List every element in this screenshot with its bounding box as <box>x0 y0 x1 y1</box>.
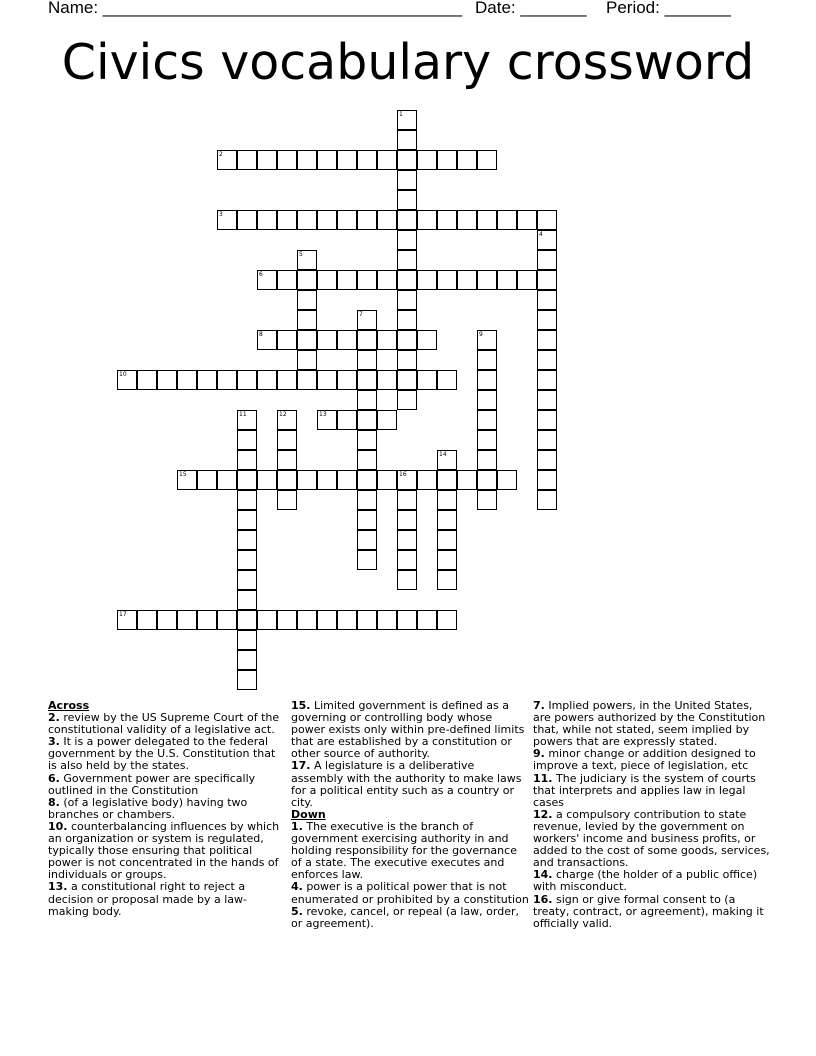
clue-number: 3 <box>219 211 223 218</box>
crossword-cell[interactable] <box>357 510 377 530</box>
crossword-cell[interactable] <box>357 310 377 330</box>
crossword-cell[interactable] <box>497 270 517 290</box>
crossword-cell[interactable] <box>237 210 257 230</box>
crossword-cell[interactable] <box>357 450 377 470</box>
crossword-cell[interactable] <box>457 470 477 490</box>
clue-number: 11 <box>239 411 247 418</box>
crossword-cell[interactable] <box>337 470 357 490</box>
crossword-cell[interactable] <box>437 470 457 490</box>
crossword-cell[interactable] <box>357 530 377 550</box>
crossword-cell[interactable] <box>237 610 257 630</box>
crossword-cell[interactable] <box>237 630 257 650</box>
down-heading: Down <box>291 807 326 821</box>
crossword-cell[interactable] <box>337 270 357 290</box>
clue-number: 9 <box>479 331 483 338</box>
crossword-cell[interactable] <box>397 550 417 570</box>
crossword-cell[interactable] <box>417 210 437 230</box>
crossword-cell[interactable] <box>277 370 297 390</box>
crossword-cell[interactable] <box>417 150 437 170</box>
crossword-cell[interactable] <box>397 130 417 150</box>
clue-across-10: 10. counterbalancing influences by which an organization or system is regulated, typically those ensuring that political power is not concentrated in the hands of individuals or groups. <box>48 819 280 882</box>
crossword-cell[interactable] <box>477 330 497 350</box>
crossword-cell[interactable] <box>457 150 477 170</box>
crossword-cell[interactable] <box>537 390 557 410</box>
crossword-cell[interactable] <box>537 290 557 310</box>
crossword-cell[interactable] <box>397 190 417 210</box>
clue-down-9: 9. minor change or addition designed to improve a text, piece of legislation, etc <box>533 747 756 773</box>
clue-column-3 <box>533 700 771 930</box>
crossword-cell[interactable] <box>237 410 257 430</box>
clue-across-6: 6. Government power are specifically outlined in the Constitution <box>48 771 256 797</box>
crossword-cell[interactable] <box>477 150 497 170</box>
crossword-cell[interactable] <box>177 610 197 630</box>
crossword-cell[interactable] <box>437 270 457 290</box>
crossword-cell[interactable] <box>497 470 517 490</box>
crossword-cell[interactable] <box>437 610 457 630</box>
crossword-cell[interactable] <box>117 610 137 630</box>
crossword-cell[interactable] <box>437 510 457 530</box>
crossword-cell[interactable] <box>297 270 317 290</box>
crossword-cell[interactable] <box>297 310 317 330</box>
crossword-cell[interactable] <box>337 610 357 630</box>
crossword-cell[interactable] <box>157 610 177 630</box>
crossword-cell[interactable] <box>357 330 377 350</box>
crossword-cell[interactable] <box>397 150 417 170</box>
clue-down-14: 14. charge (the holder of a public office) with misconduct. <box>533 868 758 894</box>
crossword-cell[interactable] <box>217 210 237 230</box>
crossword-cell[interactable] <box>237 590 257 610</box>
crossword-cell[interactable] <box>357 270 377 290</box>
crossword-cell[interactable] <box>257 270 277 290</box>
crossword-cell[interactable] <box>537 210 557 230</box>
crossword-cell[interactable] <box>477 450 497 470</box>
clue-across-2: 2. review by the US Supreme Court of the constitutional validity of a legislative act. <box>48 711 280 737</box>
crossword-cell[interactable] <box>257 610 277 630</box>
crossword-cell[interactable] <box>277 430 297 450</box>
crossword-cell[interactable] <box>137 370 157 390</box>
clue-down-7: 7. Implied powers, in the United States, are powers authorized by the Constitution that, while not stated, seem implied by powers that are expressly stated. <box>533 699 766 749</box>
crossword-cell[interactable] <box>397 570 417 590</box>
crossword-cell[interactable] <box>477 410 497 430</box>
crossword-cell[interactable] <box>517 210 537 230</box>
crossword-cell[interactable] <box>277 490 297 510</box>
crossword-cell[interactable] <box>537 490 557 510</box>
crossword-cell[interactable] <box>357 370 377 390</box>
clue-down-4: 4. power is a political power that is not enumerated or prohibited by a constitution <box>291 880 529 906</box>
crossword-cell[interactable] <box>237 470 257 490</box>
crossword-cell[interactable] <box>397 270 417 290</box>
crossword-cell[interactable] <box>477 270 497 290</box>
clue-down-11: 11. The judiciary is the system of courts that interprets and applies law in legal cases <box>533 771 756 809</box>
crossword-cell[interactable] <box>437 530 457 550</box>
crossword-cell[interactable] <box>337 370 357 390</box>
crossword-cell[interactable] <box>237 650 257 670</box>
clue-number: 8 <box>259 331 263 338</box>
crossword-cell[interactable] <box>157 370 177 390</box>
crossword-cell[interactable] <box>397 230 417 250</box>
crossword-cell[interactable] <box>237 670 257 690</box>
period-field: Period: _______ <box>606 0 731 17</box>
crossword-cell[interactable] <box>437 550 457 570</box>
crossword-cell[interactable] <box>397 170 417 190</box>
clue-column-2 <box>291 700 529 930</box>
crossword-cell[interactable] <box>397 490 417 510</box>
crossword-cell[interactable] <box>537 430 557 450</box>
crossword-cell[interactable] <box>357 490 377 510</box>
crossword-cell[interactable] <box>237 370 257 390</box>
crossword-cell[interactable] <box>297 370 317 390</box>
name-field: Name: ______________________________________ <box>48 0 463 17</box>
crossword-cell[interactable] <box>377 370 397 390</box>
crossword-cell[interactable] <box>297 350 317 370</box>
crossword-cell[interactable] <box>477 370 497 390</box>
crossword-cell[interactable] <box>297 250 317 270</box>
crossword-cell[interactable] <box>437 370 457 390</box>
crossword-cell[interactable] <box>397 470 417 490</box>
crossword-cell[interactable] <box>437 210 457 230</box>
crossword-cell[interactable] <box>377 470 397 490</box>
crossword-cell[interactable] <box>317 210 337 230</box>
crossword-cell[interactable] <box>317 270 337 290</box>
crossword-cell[interactable] <box>417 610 437 630</box>
crossword-cell[interactable] <box>337 150 357 170</box>
crossword-cell[interactable] <box>277 610 297 630</box>
crossword-cell[interactable] <box>537 370 557 390</box>
crossword-cell[interactable] <box>237 510 257 530</box>
crossword-cell[interactable] <box>477 490 497 510</box>
crossword-cell[interactable] <box>397 210 417 230</box>
crossword-cell[interactable] <box>397 610 417 630</box>
clue-number: 2 <box>219 151 223 158</box>
clue-number: 6 <box>259 271 263 278</box>
crossword-cell[interactable] <box>317 370 337 390</box>
crossword-cell[interactable] <box>357 390 377 410</box>
crossword-cell[interactable] <box>537 270 557 290</box>
clue-down-16: 16. sign or give formal consent to (a treaty, contract, or agreement), making it officially valid. <box>533 892 764 930</box>
clue-number: 7 <box>359 311 363 318</box>
crossword-cell[interactable] <box>337 210 357 230</box>
crossword-cell[interactable] <box>297 470 317 490</box>
crossword-cell[interactable] <box>317 150 337 170</box>
crossword-cell[interactable] <box>197 370 217 390</box>
crossword-cell[interactable] <box>197 470 217 490</box>
clue-across-3: 3. It is a power delegated to the federal government by the U.S. Constitution that is also held by the states. <box>48 735 276 773</box>
crossword-cell[interactable] <box>397 390 417 410</box>
crossword-cell[interactable] <box>377 330 397 350</box>
crossword-cell[interactable] <box>337 330 357 350</box>
crossword-cell[interactable] <box>217 150 237 170</box>
crossword-cell[interactable] <box>237 570 257 590</box>
crossword-cell[interactable] <box>237 450 257 470</box>
crossword-cell[interactable] <box>357 410 377 430</box>
crossword-cell[interactable] <box>217 470 237 490</box>
clue-column-1 <box>48 700 286 918</box>
clue-number: 16 <box>399 471 407 478</box>
crossword-cell[interactable] <box>317 410 337 430</box>
clue-number: 5 <box>299 251 303 258</box>
crossword-cell[interactable] <box>537 410 557 430</box>
crossword-cell[interactable] <box>397 310 417 330</box>
crossword-cell[interactable] <box>277 270 297 290</box>
crossword-cell[interactable] <box>537 310 557 330</box>
crossword-cell[interactable] <box>297 290 317 310</box>
crossword-cell[interactable] <box>357 210 377 230</box>
clue-down-5: 5. revoke, cancel, or repeal (a law, order, or agreement). <box>291 904 519 930</box>
crossword-cell[interactable] <box>437 150 457 170</box>
crossword-cell[interactable] <box>397 330 417 350</box>
crossword-cell[interactable] <box>477 470 497 490</box>
crossword-cell[interactable] <box>357 150 377 170</box>
crossword-cell[interactable] <box>477 430 497 450</box>
clue-down-12: 12. a compulsory contribution to state revenue, levied by the government on workers' income and business profits, or added to the cost of some goods, services, and transactions. <box>533 807 770 870</box>
crossword-cell[interactable] <box>477 390 497 410</box>
clue-across-15: 15. Limited government is defined as a governing or controlling body whose power exists only within pre-defined limits that are established by a constitution or other source of authority. <box>291 699 525 761</box>
crossword-cell[interactable] <box>237 150 257 170</box>
crossword-cell[interactable] <box>257 210 277 230</box>
crossword-cell[interactable] <box>377 270 397 290</box>
crossword-cell[interactable] <box>537 250 557 270</box>
crossword-cell[interactable] <box>237 490 257 510</box>
across-heading: Across <box>48 699 90 712</box>
crossword-cell[interactable] <box>397 110 417 130</box>
crossword-cell[interactable] <box>357 550 377 570</box>
crossword-cell[interactable] <box>217 370 237 390</box>
clue-number: 14 <box>439 451 447 458</box>
crossword-cell[interactable] <box>297 210 317 230</box>
clue-number: 4 <box>539 231 543 238</box>
crossword-cell[interactable] <box>417 330 437 350</box>
clue-number: 15 <box>179 471 187 478</box>
crossword-cell[interactable] <box>277 450 297 470</box>
crossword-cell[interactable] <box>237 430 257 450</box>
crossword-cell[interactable] <box>397 350 417 370</box>
crossword-cell[interactable] <box>177 370 197 390</box>
crossword-cell[interactable] <box>537 450 557 470</box>
crossword-cell[interactable] <box>357 350 377 370</box>
crossword-cell[interactable] <box>397 370 417 390</box>
crossword-cell[interactable] <box>377 610 397 630</box>
crossword-cell[interactable] <box>537 230 557 250</box>
crossword-cell[interactable] <box>397 510 417 530</box>
crossword-cell[interactable] <box>397 530 417 550</box>
crossword-cell[interactable] <box>277 470 297 490</box>
clue-number: 12 <box>279 411 287 418</box>
crossword-cell[interactable] <box>337 410 357 430</box>
crossword-cell[interactable] <box>217 610 237 630</box>
crossword-cell[interactable] <box>317 610 337 630</box>
clue-across-17: 17. A legislature is a deliberative assembly with the authority to make laws for a political entity such as a country or city. <box>291 759 522 809</box>
crossword-cell[interactable] <box>417 470 437 490</box>
clue-number: 10 <box>119 371 127 378</box>
crossword-cell[interactable] <box>377 210 397 230</box>
crossword-cell[interactable] <box>417 270 437 290</box>
clue-down-1: 1. The executive is the branch of government exercising authority in and holding responsibility for the governance of a state. The executive executes and enforces law. <box>291 819 517 882</box>
clue-across-13: 13. a constitutional right to reject a decision or proposal made by a law-making body. <box>48 880 248 918</box>
crossword-cell[interactable] <box>257 150 277 170</box>
crossword-cell[interactable] <box>437 570 457 590</box>
crossword-cell[interactable] <box>237 550 257 570</box>
crossword-cell[interactable] <box>477 210 497 230</box>
crossword-cell[interactable] <box>197 610 217 630</box>
crossword-cell[interactable] <box>517 270 537 290</box>
crossword-cell[interactable] <box>417 370 437 390</box>
date-field: Date: _______ <box>475 0 587 17</box>
crossword-cell[interactable] <box>277 410 297 430</box>
crossword-cell[interactable] <box>397 250 417 270</box>
crossword-cell[interactable] <box>437 450 457 470</box>
crossword-cell[interactable] <box>277 210 297 230</box>
crossword-cell[interactable] <box>317 470 337 490</box>
crossword-cell[interactable] <box>477 350 497 370</box>
crossword-cell[interactable] <box>297 610 317 630</box>
crossword-cell[interactable] <box>377 410 397 430</box>
crossword-cell[interactable] <box>497 210 517 230</box>
crossword-cell[interactable] <box>437 490 457 510</box>
crossword-cell[interactable] <box>537 470 557 490</box>
clue-number: 1 <box>399 111 403 118</box>
crossword-cell[interactable] <box>457 210 477 230</box>
crossword-cell[interactable] <box>317 330 337 350</box>
crossword-cell[interactable] <box>117 370 137 390</box>
crossword-cell[interactable] <box>137 610 157 630</box>
crossword-cell[interactable] <box>237 530 257 550</box>
crossword-cell[interactable] <box>177 470 197 490</box>
crossword-cell[interactable] <box>357 430 377 450</box>
crossword-cell[interactable] <box>377 150 397 170</box>
crossword-cell[interactable] <box>257 470 277 490</box>
crossword-cell[interactable] <box>257 330 277 350</box>
crossword-cell[interactable] <box>537 330 557 350</box>
crossword-cell[interactable] <box>297 330 317 350</box>
clue-number: 17 <box>119 611 127 618</box>
crossword-cell[interactable] <box>277 150 297 170</box>
crossword-cell[interactable] <box>257 370 277 390</box>
crossword-cell[interactable] <box>297 150 317 170</box>
crossword-cell[interactable] <box>277 330 297 350</box>
crossword-cell[interactable] <box>357 610 377 630</box>
clue-across-8: 8. (of a legislative body) having two branches or chambers. <box>48 795 248 821</box>
crossword-cell[interactable] <box>397 290 417 310</box>
crossword-cell[interactable] <box>537 350 557 370</box>
crossword-cell[interactable] <box>457 270 477 290</box>
clue-number: 13 <box>319 411 327 418</box>
page-title: Civics vocabulary crossword <box>61 34 755 91</box>
crossword-cell[interactable] <box>357 470 377 490</box>
